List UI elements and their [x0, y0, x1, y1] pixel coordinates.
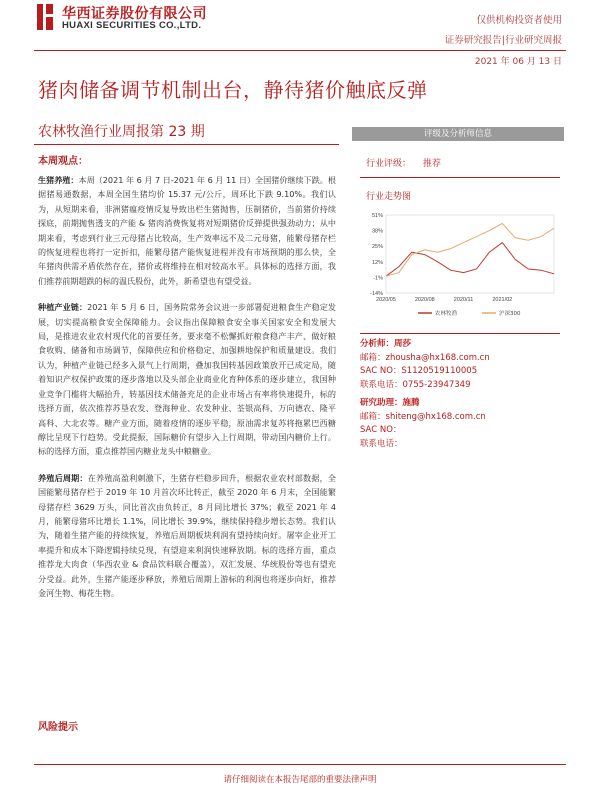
paragraph-post-cycle: [38, 471, 336, 601]
assistant-name: 施腾: [402, 398, 420, 408]
analyst-phone: 0755-23947349: [402, 379, 471, 390]
sidebar-divider: [360, 177, 560, 178]
legend-label: 沪深300: [499, 311, 521, 317]
paragraph-lead: 种植产业链：: [38, 302, 88, 313]
subtitle-divider: [34, 144, 339, 145]
analyst-email[interactable]: zhousha@hx168.com.cn: [385, 352, 490, 363]
x-tick-label: 2020/05: [376, 297, 396, 303]
paragraph-lead: 生猪养殖：: [38, 175, 79, 185]
y-tick-label: -1%: [373, 275, 383, 282]
email-label: 邮箱：: [360, 411, 386, 422]
report-type: 证券研究报告|行业研究周报: [444, 35, 562, 46]
huaxi-logo: [34, 2, 56, 32]
x-tick-label: 2021/02: [492, 297, 513, 303]
assistant-role: 研究助理：: [360, 398, 403, 408]
industry-rating: [366, 156, 441, 169]
plot-frame: [386, 215, 554, 293]
report-subtitle: 农林牧渔行业周报第 23 期: [38, 124, 205, 140]
analyst-block: [360, 338, 560, 392]
chart-title: 行业走势图: [366, 192, 412, 202]
sac-label: SAC NO：: [360, 425, 402, 435]
y-tick-label: 51%: [371, 213, 383, 219]
company-name-cn: 华西证券股份有限公司: [62, 6, 207, 22]
phone-label: 联系电话：: [360, 438, 403, 449]
analyst-role: 分析师：: [360, 339, 395, 349]
y-tick-label: -14%: [370, 291, 383, 297]
analyst-name: 周莎: [394, 339, 412, 349]
main-content: [38, 152, 336, 600]
assistant-email[interactable]: shiteng@hx168.com.cn: [385, 411, 486, 422]
sidebar-header: 评级及分析师信息: [352, 127, 564, 141]
research-assistant-block: [360, 397, 560, 451]
sidebar-divider: [360, 333, 560, 334]
paragraph-body: 2021 年 5 月 6 日，国务院常务会议进一步部署促进粮食生产稳定发展，切实提高粮食安全保障能力。会议指出保障粮食安全事关国家安全和发展大局，是推进农业农村现代化的首要任务，要求毫不松懈抓好粮食稳产丰产、做好粮食收购、储备和市场调节，保障供应和价格稳定、加强耕地保护和质量建设。我们认为，种植产业链已经多入景气上行周期，叠加我国转基因政策放开已成定局，随着知识产权保护政策的逐步落地以及头部企业商业化育种体系的逐步建立，我国种业竞争门槛将大幅抬升，转基因技术储备充足的企业市场占有率将快速提升，标的选择方面，依次推荐苏垦农发、登海种业、农发种业、荃银高科、万向德农、隆平高科、大北农等。糖产业方面，随着疫情的逐步平稳，原油需求复苏将拖累巴西糖醇比呈现下行趋势。受此提振，国际糖价有望步入上行周期，带动国内糖价上行。标的选择方面，重点推荐国内糖业龙头中粮糖业。: [38, 302, 336, 457]
risk-heading: 风险提示: [38, 722, 78, 733]
rating-label: 行业评级：: [366, 159, 412, 169]
disclaimer-text: 仅供机构投资者使用: [476, 15, 562, 26]
report-title: 猪肉储备调节机制出台，静待猪价触底反弹: [38, 78, 428, 102]
y-tick-label: 38%: [371, 228, 383, 235]
series-line-csi300: [386, 223, 554, 276]
paragraph-body: 本周（2021 年 6 月 7 日-2021 年 6 月 11 日）全国猪价继续下跌。根据猪易通数据，本周全国生猪均价 15.37 元/公斤，周环比下跌 9.10%。我们认为，从短期来看，非洲猪瘟疫情反复导致出栏生猪抛售，压制猪价，当前猪价持续探底，前期抛售透支的产能 & 猪肉消费恢复将对短期猪价反弹提供强劲动力；从中期来看，考虑到行业三元母猪占比较高，生产效率远不及二元母猪，能繁母猪存栏的恢复进程也将打一定折扣，能繁母猪产能恢复进程并没有市场预期的那么快，全年猪肉供需矛盾依然存在，猪价或将维持在相对较高水平。具体标的选择方面，我们推荐前期超跌的标的温氏股份，此外，新希望也有望受益。: [38, 175, 336, 286]
footer-divider: [34, 764, 566, 765]
x-tick-label: 2020/11: [453, 297, 474, 303]
phone-label: 联系电话：: [360, 379, 403, 390]
series-line-agriculture: [386, 243, 554, 277]
paragraph-body: 在养殖高盈利刺激下，生猪存栏稳步回升，根据农业农村部数据，全国能繁母猪存栏于 2019 年 10 月首次环比转正，截至 2020 年 6 月末，全国能繁母猪存栏 3629 万头，同比首次由负转正，8 月同比增长 37%；截至 2021 年 4 月，能繁母猪环比增长 1.1%，同比增长 39.9%，继续保持稳步增长态势。我们认为，随着生猪产能的持续恢复，养殖后周期板块利润有望持续向好。屠宰企业开工率提升和成本下降逻辑持续兑现，有望迎来利润快速释放期。标的选择方面，重点推荐龙大肉食（华西农业 & 食品饮料联合覆盖），双汇发展、华统股份等也有望充分受益。此外，生猪产能逐步释放，养殖后周期上游标的利润也将逐步向好，推荐金河生物、梅花生物。: [38, 472, 336, 598]
paragraph-pig-farming: [38, 173, 336, 288]
footer-legal-notice: 请仔细阅读在本报告尾部的重要法律声明: [223, 775, 377, 785]
industry-trend-chart: [360, 205, 560, 325]
viewpoint-heading: 本周观点：: [38, 156, 88, 167]
legend-label: 农林牧渔: [435, 311, 458, 317]
paragraph-planting-chain: [38, 300, 336, 458]
email-label: 邮箱：: [360, 352, 386, 363]
x-tick-label: 2020/08: [414, 297, 435, 303]
company-name-en: HUAXI SECURITIES CO.,LTD.: [62, 20, 202, 31]
paragraph-lead: 养殖后周期：: [38, 472, 88, 483]
header-divider: [34, 50, 566, 51]
rating-value: 推荐: [423, 159, 442, 169]
y-tick-label: 12%: [371, 259, 383, 266]
sac-label: SAC NO：: [360, 366, 402, 376]
y-tick-label: 25%: [371, 244, 383, 251]
report-date: 2021 年 06 月 13 日: [474, 57, 562, 67]
analyst-sac: S1120519110005: [401, 366, 478, 376]
